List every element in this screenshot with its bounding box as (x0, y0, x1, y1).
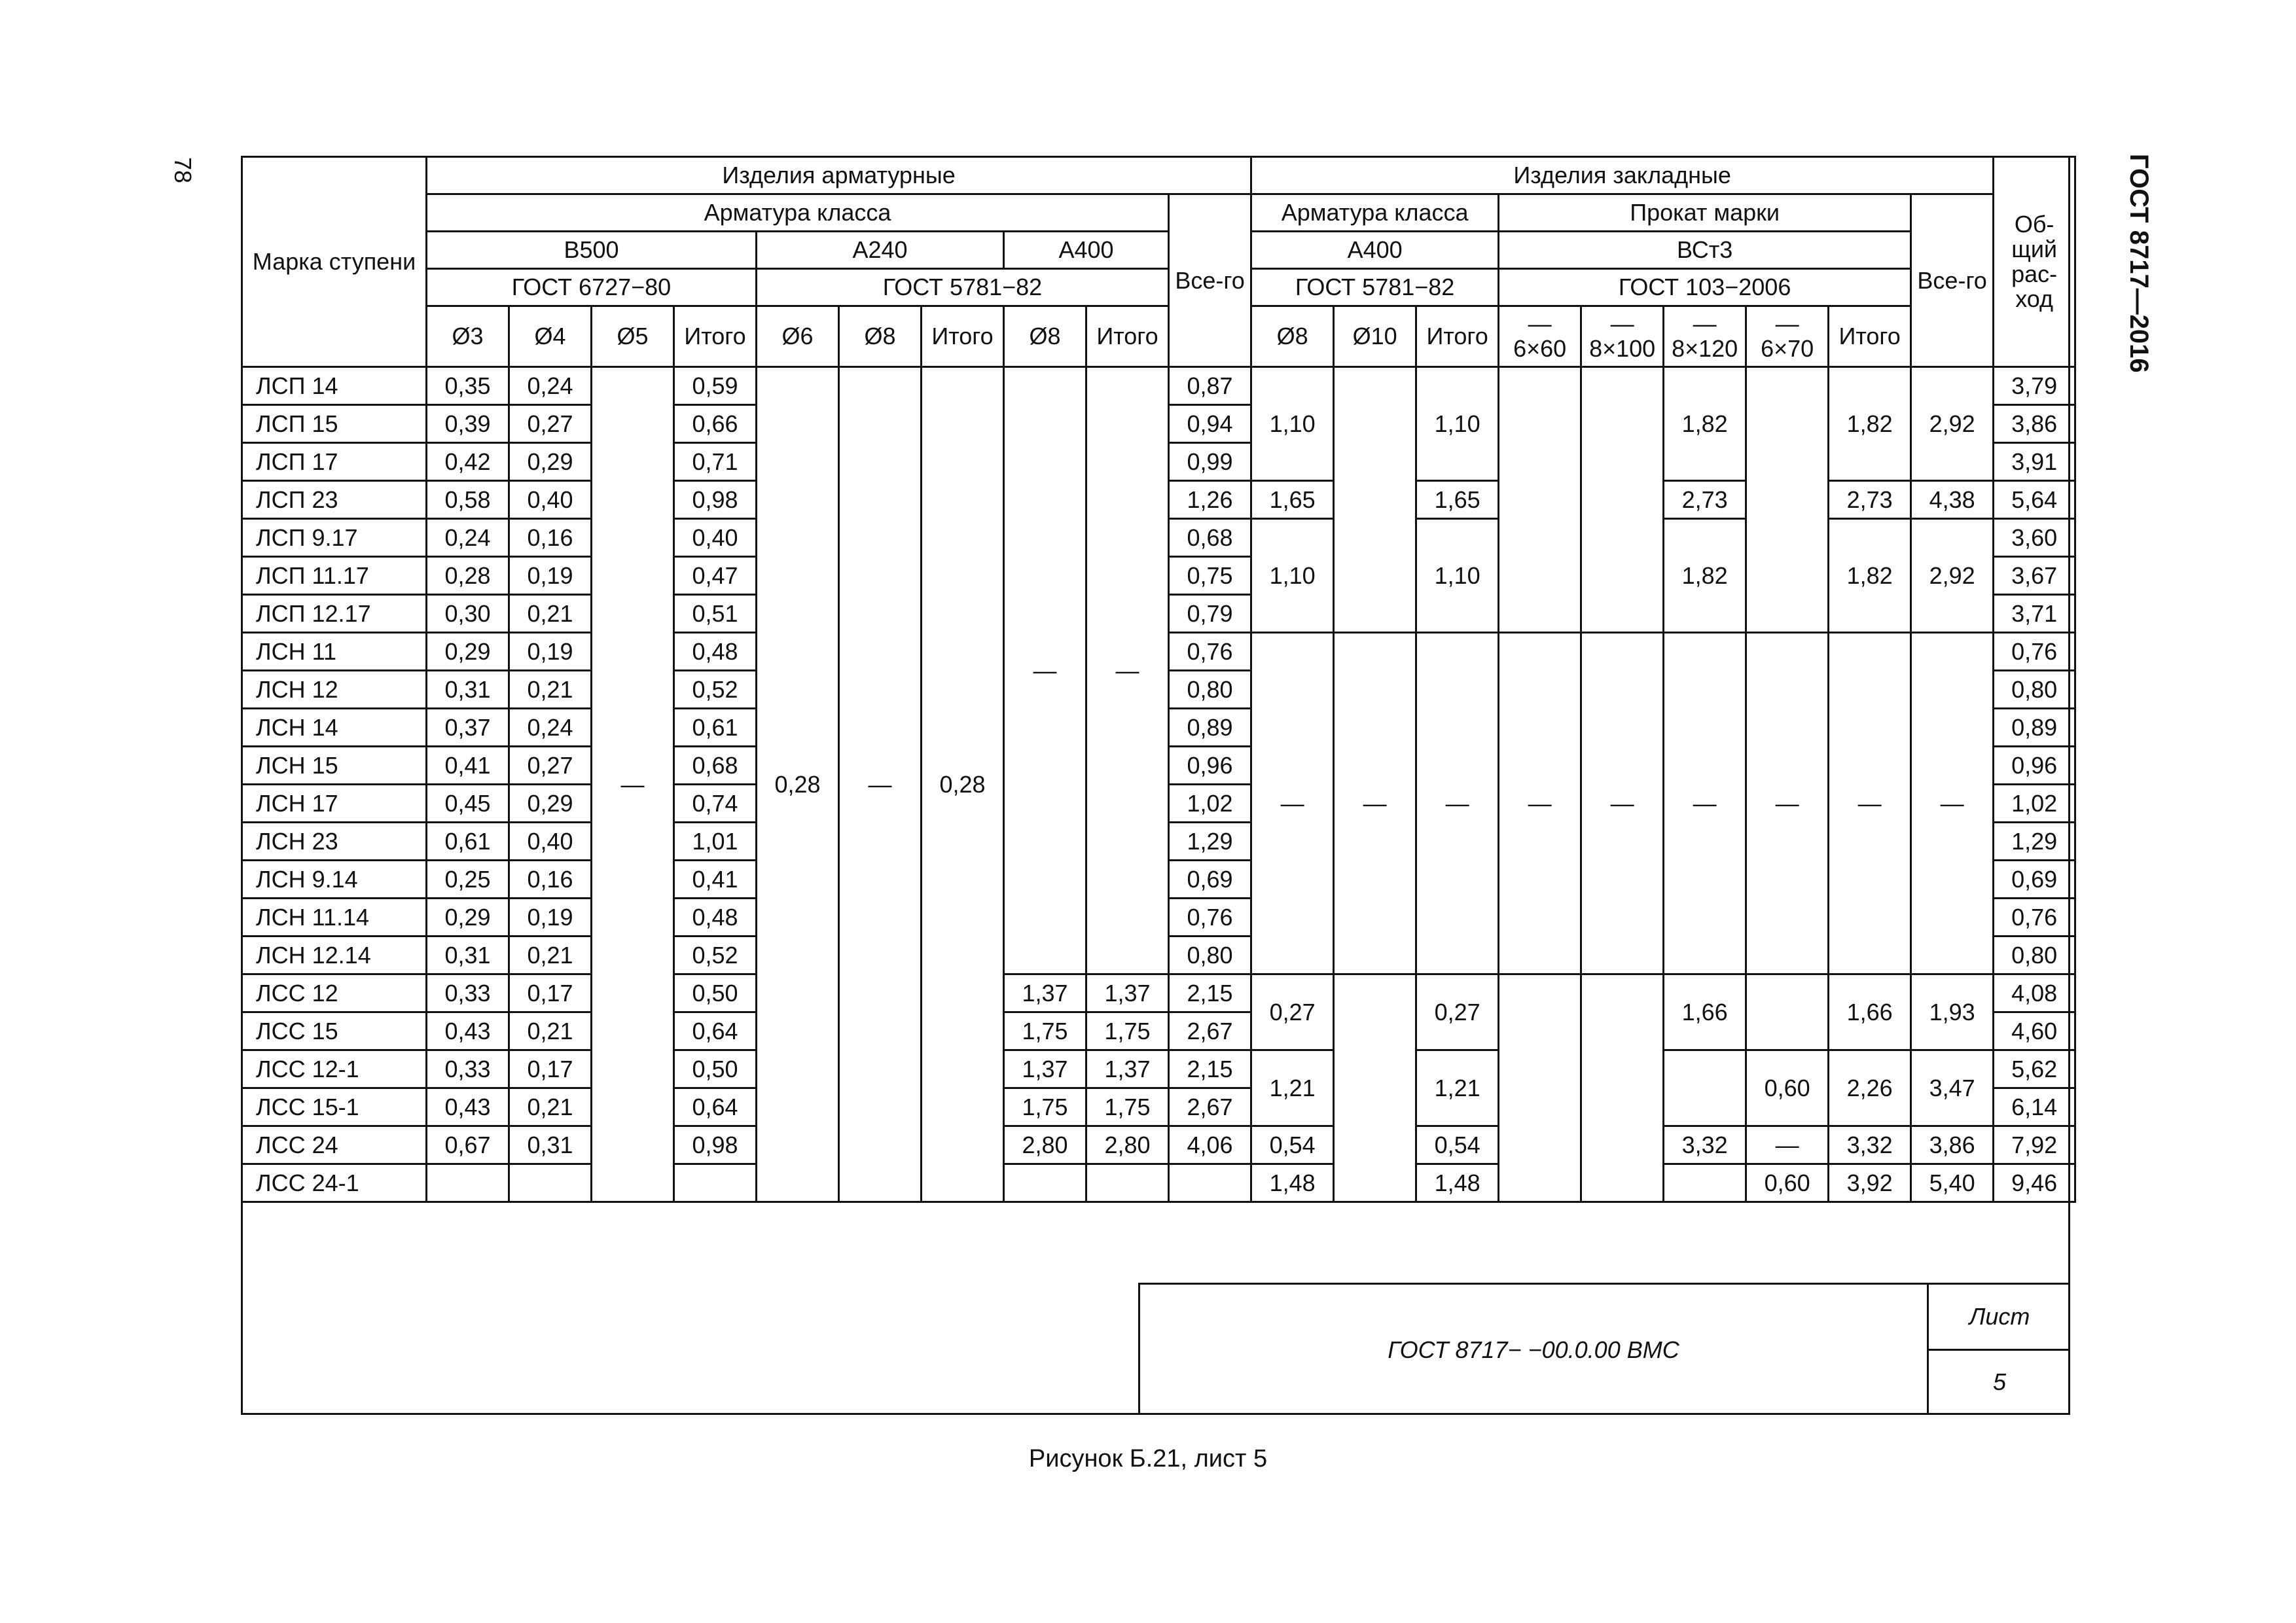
cell-total-rebar (1169, 1164, 1251, 1202)
row-mark: ЛСС 12-1 (242, 1050, 427, 1088)
cell-d4: 0,40 (509, 823, 592, 861)
cell-total-embedded: 5,40 (1911, 1164, 1994, 1202)
figure-caption: Рисунок Б.21, лист 5 (1028, 1445, 1268, 1472)
header-vst3: ВСт3 (1499, 232, 1911, 269)
header-d8: Ø8 (1251, 306, 1334, 367)
header-d10: Ø10 (1334, 306, 1416, 367)
dash-mark: — (1693, 310, 1717, 338)
cell-grand-total: 6,14 (1994, 1088, 2075, 1126)
cell-d3: 0,45 (427, 785, 509, 823)
cell-d8-embedded: 0,54 (1251, 1126, 1334, 1164)
cell-d8-embedded: 1,10 (1251, 367, 1334, 481)
size-label: 6×70 (1761, 335, 1814, 362)
cell-d4 (427, 1164, 509, 1202)
cell-total-rebar: 0,68 (1169, 519, 1251, 557)
cell-grand-total: 0,96 (1994, 747, 2075, 785)
cell-size-8x100: — (1581, 633, 1664, 974)
sheet-number: 5 (1992, 1368, 2007, 1395)
cell-itogo-a400: 1,37 (1086, 1050, 1169, 1088)
cell-total-rebar: 0,96 (1169, 747, 1251, 785)
header-b500: В500 (427, 232, 757, 269)
header-itogo: Итого (674, 306, 757, 367)
table-row (242, 1126, 2075, 1164)
cell-d10-embedded (1334, 367, 1416, 633)
header-gost-5781-embedded: ГОСТ 5781−82 (1251, 269, 1499, 306)
cell-grand-total: 5,64 (1994, 481, 2075, 519)
cell-d8-a400: 1,75 (1004, 1088, 1086, 1126)
row-mark: ЛСН 15 (242, 747, 427, 785)
cell-itogo-b500: 0,50 (674, 974, 757, 1012)
row-mark: ЛСН 14 (242, 709, 427, 747)
cell-itogo-b500: 0,40 (674, 519, 757, 557)
cell-itogo-rolled: 2,73 (1829, 481, 1911, 519)
cell-size-8x120 (1664, 1050, 1746, 1126)
cell-d8-embedded: 1,10 (1251, 519, 1334, 633)
header-a240: А240 (757, 232, 1004, 269)
cell-d8-embedded: 1,65 (1251, 481, 1334, 519)
cell-size-8x120: 1,66 (1664, 974, 1746, 1050)
row-mark: ЛСС 24 (242, 1126, 427, 1164)
row-mark: ЛСП 9.17 (242, 519, 427, 557)
cell-d4: 0,24 (509, 709, 592, 747)
header-total-embedded: Все-го (1911, 194, 1994, 367)
cell-d3: 0,43 (427, 1012, 509, 1050)
cell-total-embedded: 3,47 (1911, 1050, 1994, 1126)
cell-d3: 0,29 (427, 633, 509, 671)
cell-total-rebar: 0,69 (1169, 861, 1251, 899)
cell-size-6x60: — (1499, 633, 1581, 974)
header-gost-103: ГОСТ 103−2006 (1499, 269, 1911, 306)
cell-grand-total: 1,02 (1994, 785, 2075, 823)
cell-d5: — (592, 367, 674, 1202)
cell-grand-total: 3,86 (1994, 405, 2075, 443)
cell-grand-total: 3,67 (1994, 557, 2075, 595)
table-row (242, 367, 2075, 405)
cell-size-8x120: — (1664, 633, 1746, 974)
cell-itogo-b500: 0,64 (674, 1012, 757, 1050)
cell-itogo-b500: 0,98 (674, 1126, 757, 1164)
size-label: 6×60 (1513, 335, 1567, 362)
cell-d3: 0,37 (427, 709, 509, 747)
cell-size-6x70: 0,60 (1746, 1164, 1829, 1202)
header-mark: Марка ступени (242, 157, 427, 367)
cell-itogo-b500: 0,74 (674, 785, 757, 823)
cell-total-rebar: 2,67 (1169, 1088, 1251, 1126)
cell-itogo-rolled: 1,82 (1829, 367, 1911, 481)
header-gost-6727: ГОСТ 6727−80 (427, 269, 757, 306)
cell-d3: 0,33 (427, 974, 509, 1012)
header-rebar-class-embedded: Арматура класса (1251, 194, 1499, 232)
cell-itogo-a400: — (1086, 367, 1169, 974)
cell-d3: 0,35 (427, 367, 509, 405)
cell-d3: 0,24 (427, 519, 509, 557)
cell-itogo-a400: 1,75 (1086, 1088, 1169, 1126)
cell-d3: 0,33 (427, 1050, 509, 1088)
cell-total-rebar: 0,76 (1169, 633, 1251, 671)
cell-size-8x120: 1,82 (1664, 519, 1746, 633)
cell-size-6x60 (1499, 367, 1581, 633)
size-label: 8×100 (1589, 335, 1656, 362)
header-size-6x70 (1746, 306, 1829, 367)
cell-grand-total: 0,80 (1994, 671, 2075, 709)
header-itogo: Итого (922, 306, 1004, 367)
cell-d4: 0,17 (509, 974, 592, 1012)
cell-itogo-embedded: 0,27 (1416, 974, 1499, 1050)
cell-grand-total: 3,91 (1994, 443, 2075, 481)
cell-itogo-b500: 0,64 (674, 1088, 757, 1126)
row-mark: ЛСН 11 (242, 633, 427, 671)
standard-label: ГОСТ 8717—2016 (2125, 154, 2153, 373)
cell-grand-total: 0,69 (1994, 861, 2075, 899)
cell-d3: 0,31 (427, 671, 509, 709)
cell-d8-embedded: 0,27 (1251, 974, 1334, 1050)
cell-total-rebar: 4,06 (1169, 1126, 1251, 1164)
cell-d4: 0,21 (509, 671, 592, 709)
cell-itogo-b500: 0,68 (674, 747, 757, 785)
cell-itogo-b500: 0,52 (674, 671, 757, 709)
sheet-label: Лист (1929, 1285, 2070, 1351)
title-block (1138, 1283, 2070, 1415)
row-mark: ЛСП 11.17 (242, 557, 427, 595)
cell-grand-total: 0,76 (1994, 899, 2075, 936)
cell-itogo-embedded: 1,10 (1416, 519, 1499, 633)
cell-d8-a400: 1,37 (1004, 1050, 1086, 1088)
cell-d3: 0,39 (427, 405, 509, 443)
header-itogo: Итого (1416, 306, 1499, 367)
cell-d4: 0,19 (509, 633, 592, 671)
cell-grand-total: 1,29 (1994, 823, 2075, 861)
cell-total-embedded: 2,92 (1911, 519, 1994, 633)
cell-d8-a400: 1,75 (1004, 1012, 1086, 1050)
cell-d4: 0,21 (509, 1088, 592, 1126)
cell-d4: 0,17 (509, 1050, 592, 1088)
cell-total-embedded: 4,38 (1911, 481, 1994, 519)
cell-total-embedded: — (1911, 633, 1994, 974)
cell-total-rebar: 0,94 (1169, 405, 1251, 443)
cell-d3: 0,29 (427, 899, 509, 936)
header-d4: Ø4 (509, 306, 592, 367)
cell-d8-a400: 1,37 (1004, 974, 1086, 1012)
header-embedded-products: Изделия закладные (1251, 157, 1994, 194)
cell-total-rebar: 0,75 (1169, 557, 1251, 595)
cell-size-6x70 (1746, 367, 1829, 633)
cell-grand-total: 0,89 (1994, 709, 2075, 747)
row-mark: ЛСС 15-1 (242, 1088, 427, 1126)
dash-mark: — (1775, 310, 1799, 338)
cell-d4: 0,16 (509, 519, 592, 557)
cell-d3: 0,41 (427, 747, 509, 785)
cell-itogo-b500: 0,52 (674, 936, 757, 974)
cell-d3: 0,43 (427, 1088, 509, 1126)
row-mark: ЛСС 15 (242, 1012, 427, 1050)
header-size-8x100 (1581, 306, 1664, 367)
cell-itogo-rolled: 3,92 (1829, 1164, 1911, 1202)
page-number: 78 (170, 157, 196, 184)
cell-size-8x120: 1,82 (1664, 367, 1746, 481)
cell-itogo-b500: 0,48 (674, 633, 757, 671)
cell-size-6x60 (1499, 974, 1581, 1202)
cell-d4: 0,21 (509, 595, 592, 633)
cell-total-rebar: 0,87 (1169, 367, 1251, 405)
row-mark: ЛСП 14 (242, 367, 427, 405)
cell-d8-a400: 2,80 (1004, 1126, 1086, 1164)
cell-d4: 0,29 (509, 443, 592, 481)
cell-d4: 0,19 (509, 557, 592, 595)
header-gost-5781: ГОСТ 5781−82 (757, 269, 1169, 306)
cell-itogo-embedded: 1,48 (1416, 1164, 1499, 1202)
header-grand-total: Об-щий рас-ход (1994, 157, 2075, 367)
cell-d4: 0,27 (509, 747, 592, 785)
cell-itogo-embedded: 1,10 (1416, 367, 1499, 481)
cell-d10-embedded (1334, 974, 1416, 1202)
header-rebar-class: Арматура класса (427, 194, 1169, 232)
header-d8: Ø8 (839, 306, 922, 367)
cell-size-8x120: 3,32 (1664, 1126, 1746, 1164)
cell-itogo-b500: 0,48 (674, 899, 757, 936)
size-label: 8×120 (1672, 335, 1738, 362)
row-mark: ЛСН 23 (242, 823, 427, 861)
cell-d4: 0,16 (509, 861, 592, 899)
header-rolled-grade: Прокат марки (1499, 194, 1911, 232)
cell-d4: 0,40 (509, 481, 592, 519)
cell-d4: 0,31 (509, 1126, 592, 1164)
header-size-6x60 (1499, 306, 1581, 367)
cell-d3: 0,58 (427, 481, 509, 519)
cell-itogo-embedded: 0,54 (1416, 1126, 1499, 1164)
cell-itogo-b500: 0,59 (674, 367, 757, 405)
cell-itogo-a400 (1086, 1164, 1169, 1202)
cell-total-rebar: 1,26 (1169, 481, 1251, 519)
cell-d4: 0,27 (509, 405, 592, 443)
cell-grand-total: 4,60 (1994, 1012, 2075, 1050)
cell-total-embedded: 1,93 (1911, 974, 1994, 1050)
cell-d3 (509, 1164, 592, 1202)
cell-grand-total: 3,71 (1994, 595, 2075, 633)
cell-d3: 0,61 (427, 823, 509, 861)
cell-itogo-b500: 0,50 (674, 1050, 757, 1088)
cell-itogo-b500 (674, 1164, 757, 1202)
cell-d8-embedded: 1,48 (1251, 1164, 1334, 1202)
cell-itogo-a400: 1,37 (1086, 974, 1169, 1012)
cell-size-6x70: — (1746, 633, 1829, 974)
cell-grand-total: 3,60 (1994, 519, 2075, 557)
header-d6: Ø6 (757, 306, 839, 367)
cell-d3: 0,67 (427, 1126, 509, 1164)
row-mark: ЛСН 17 (242, 785, 427, 823)
cell-d8-a400 (1004, 1164, 1086, 1202)
cell-itogo-a400: 2,80 (1086, 1126, 1169, 1164)
cell-size-8x100 (1581, 974, 1664, 1202)
cell-size-8x120: 2,73 (1664, 481, 1746, 519)
cell-d3: 0,25 (427, 861, 509, 899)
cell-itogo-b500: 0,51 (674, 595, 757, 633)
row-mark: ЛСН 9.14 (242, 861, 427, 899)
cell-d8-embedded: — (1251, 633, 1334, 974)
cell-grand-total: 9,46 (1994, 1164, 2075, 1202)
cell-grand-total: 7,92 (1994, 1126, 2075, 1164)
header-rebar-products: Изделия арматурные (427, 157, 1251, 194)
row-mark: ЛСП 17 (242, 443, 427, 481)
cell-d3: 0,42 (427, 443, 509, 481)
cell-d4: 0,21 (509, 936, 592, 974)
cell-itogo-rolled: 1,82 (1829, 519, 1911, 633)
header-size-8x120 (1664, 306, 1746, 367)
cell-grand-total: 0,76 (1994, 633, 2075, 671)
cell-total-rebar: 0,80 (1169, 936, 1251, 974)
cell-d3: 0,28 (427, 557, 509, 595)
cell-itogo-rolled: 2,26 (1829, 1050, 1911, 1126)
row-mark: ЛСП 23 (242, 481, 427, 519)
document-code: ГОСТ 8717− −00.0.00 ВМС (1140, 1285, 1929, 1415)
cell-itogo-embedded: 1,21 (1416, 1050, 1499, 1126)
cell-grand-total: 4,08 (1994, 974, 2075, 1012)
cell-total-rebar: 0,79 (1169, 595, 1251, 633)
table-row (242, 1050, 2075, 1088)
cell-itogo-b500: 1,01 (674, 823, 757, 861)
cell-total-rebar: 1,02 (1169, 785, 1251, 823)
cell-d8-a240: — (839, 367, 922, 1202)
row-mark: ЛСП 12.17 (242, 595, 427, 633)
cell-grand-total: 5,62 (1994, 1050, 2075, 1088)
row-mark: ЛСС 12 (242, 974, 427, 1012)
cell-total-rebar: 0,76 (1169, 899, 1251, 936)
cell-d6: 0,28 (757, 367, 839, 1202)
cell-total-rebar: 2,15 (1169, 974, 1251, 1012)
cell-d4: 0,29 (509, 785, 592, 823)
cell-itogo-embedded: 1,65 (1416, 481, 1499, 519)
cell-total-rebar: 0,80 (1169, 671, 1251, 709)
row-mark: ЛСН 11.14 (242, 899, 427, 936)
cell-itogo-b500: 0,71 (674, 443, 757, 481)
cell-size-6x70: 0,60 (1746, 1050, 1829, 1126)
cell-d4: 0,21 (509, 1012, 592, 1050)
dash-mark: — (1610, 310, 1634, 338)
cell-grand-total: 3,79 (1994, 367, 2075, 405)
consumption-table (241, 156, 2076, 1203)
cell-itogo-b500: 0,66 (674, 405, 757, 443)
header-a400: А400 (1004, 232, 1169, 269)
header-itogo: Итого (1086, 306, 1169, 367)
cell-itogo-b500: 0,98 (674, 481, 757, 519)
cell-itogo-a240: 0,28 (922, 367, 1004, 1202)
cell-itogo-a400: 1,75 (1086, 1012, 1169, 1050)
cell-total-rebar: 1,29 (1169, 823, 1251, 861)
row-mark: ЛСН 12 (242, 671, 427, 709)
table-row (242, 1164, 2075, 1202)
header-d3: Ø3 (427, 306, 509, 367)
cell-total-rebar: 2,67 (1169, 1012, 1251, 1050)
cell-size-8x120 (1664, 1164, 1746, 1202)
row-mark: ЛСС 24-1 (242, 1164, 427, 1202)
cell-size-8x100 (1581, 367, 1664, 633)
cell-total-embedded: 2,92 (1911, 367, 1994, 481)
cell-itogo-rolled: 1,66 (1829, 974, 1911, 1050)
row-mark: ЛСП 15 (242, 405, 427, 443)
cell-itogo-b500: 0,47 (674, 557, 757, 595)
cell-size-6x70: — (1746, 1126, 1829, 1164)
cell-itogo-b500: 0,61 (674, 709, 757, 747)
cell-size-6x70 (1746, 974, 1829, 1050)
cell-itogo-b500: 0,41 (674, 861, 757, 899)
cell-itogo-rolled: 3,32 (1829, 1126, 1911, 1164)
cell-d4: 0,19 (509, 899, 592, 936)
header-total-rebar: Все-го (1169, 194, 1251, 367)
row-mark: ЛСН 12.14 (242, 936, 427, 974)
cell-d8-embedded: 1,21 (1251, 1050, 1334, 1126)
cell-d10-embedded: — (1334, 633, 1416, 974)
cell-total-rebar: 0,99 (1169, 443, 1251, 481)
dash-mark: — (1528, 310, 1552, 338)
cell-itogo-embedded: — (1416, 633, 1499, 974)
cell-d8-a400: — (1004, 367, 1086, 974)
cell-d3: 0,31 (427, 936, 509, 974)
header-itogo: Итого (1829, 306, 1911, 367)
cell-grand-total: 0,80 (1994, 936, 2075, 974)
cell-d4: 0,24 (509, 367, 592, 405)
header-d5: Ø5 (592, 306, 674, 367)
table-row (242, 974, 2075, 1012)
header-a400-embedded: А400 (1251, 232, 1499, 269)
cell-total-rebar: 2,15 (1169, 1050, 1251, 1088)
header-d8: Ø8 (1004, 306, 1086, 367)
cell-d3: 0,30 (427, 595, 509, 633)
cell-itogo-rolled: — (1829, 633, 1911, 974)
cell-total-rebar: 0,89 (1169, 709, 1251, 747)
cell-total-embedded: 3,86 (1911, 1126, 1994, 1164)
